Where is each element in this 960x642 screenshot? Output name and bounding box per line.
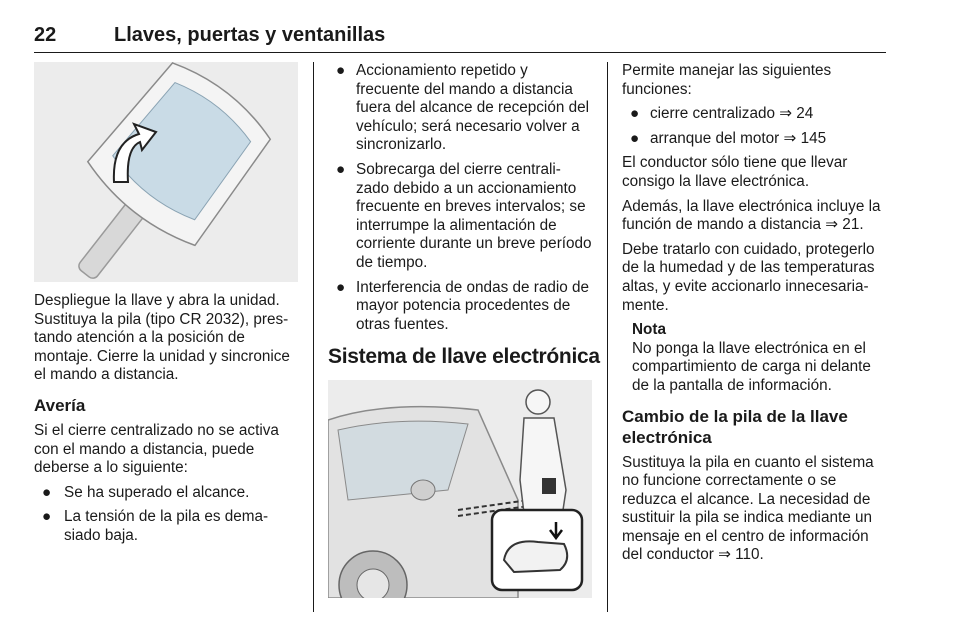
list-item: ● Se ha superado el alcance.: [42, 483, 250, 501]
paragraph: Sustituya la pila en cuanto el sistema no funcione correctamente o se reduzca el alcance. La necesidad de sustituir la pila se indica mediante un mensaje en el centro de información del conductor ⇒ 110.: [622, 453, 874, 564]
paragraph: El conductor sólo tiene que llevar consigo la llave electrónica.: [622, 154, 848, 190]
bullet-icon: ●: [336, 160, 346, 178]
bullet-icon: ●: [336, 278, 346, 296]
column-1: [34, 62, 298, 552]
note-box: [622, 321, 886, 395]
bullet-icon: ●: [630, 129, 640, 147]
car-key-battery-illustration: [34, 62, 298, 282]
bullet-list: [622, 105, 886, 148]
header-rule: [34, 52, 886, 53]
section-heading: Avería: [34, 395, 86, 415]
bullet-list: [328, 62, 592, 334]
note-title: Nota: [632, 321, 666, 339]
bullet-icon: ●: [630, 105, 640, 123]
bullet-icon: ●: [42, 483, 52, 501]
bullet-icon: ●: [336, 62, 346, 79]
column-divider: [607, 62, 608, 612]
page-number: 22: [34, 24, 57, 46]
list-item: ● Interferencia de ondas de radio de mayor potencia procedentes de otras fuentes.: [336, 278, 590, 333]
section-heading: Cambio de la pila de la llave electrónica: [622, 406, 848, 447]
column-3: [622, 62, 886, 571]
person-at-car-door-illustration: [328, 380, 592, 598]
list-item: ● Accionamiento repetido y frecuente del mando a distancia fuera del alcance de recepción del vehículo; será necesario volver a sincronizarlo.: [336, 62, 590, 154]
list-item: ● cierre centralizado ⇒ 24: [630, 105, 814, 123]
page-title: Llaves, puertas y ventanillas: [114, 24, 386, 46]
paragraph: Si el cierre centralizado no se activa con el mando a distancia, puede deberse a lo siguiente:: [34, 421, 279, 477]
note-text: No ponga la llave electrónica en el compartimiento de carga ni delante de la pantalla de información.: [632, 339, 871, 394]
bullet-icon: ●: [42, 508, 52, 526]
list-item: ● Sobrecarga del cierre centrali-zado debido a un accionamiento frecuente en breves intervalos; se interrumpe la alimentación de corriente durante un breve período de tiempo.: [336, 160, 592, 271]
paragraph: Además, la llave electrónica incluye la función de mando a distancia ⇒ 21.: [622, 197, 881, 234]
paragraph: Debe tratarlo con cuidado, protegerlo de la humedad y de las temperaturas altas, y evite accionarlo innecesaria-mente.: [622, 240, 875, 314]
paragraph: Despliegue la llave y abra la unidad. Sustituya la pila (tipo CR 2032), pres-tando atención a la posición de montaje. Cierre la unidad y sincronice el mando a distancia.: [34, 292, 290, 384]
paragraph: Permite manejar las siguientes funciones:: [622, 62, 832, 98]
column-2: [328, 62, 600, 598]
bullet-list: [34, 484, 298, 546]
list-item: ● arranque del motor ⇒ 145: [630, 129, 827, 147]
column-divider: [313, 62, 314, 612]
page-header: [34, 24, 886, 54]
list-item: ● La tensión de la pila es dema-siado baja.: [42, 508, 269, 544]
section-heading: Sistema de llave electrónica: [328, 345, 600, 369]
